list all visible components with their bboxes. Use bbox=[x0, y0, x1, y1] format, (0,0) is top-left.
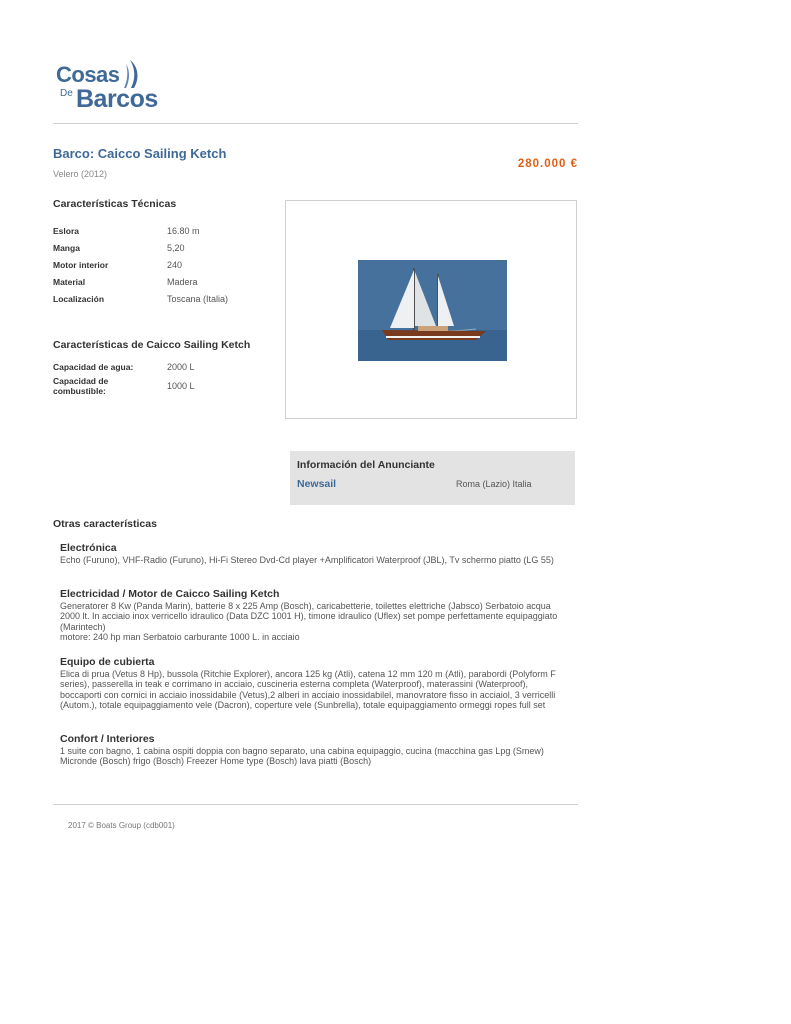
spec-value: Toscana (Italia) bbox=[167, 294, 229, 304]
spec-value: 2000 L bbox=[167, 362, 195, 372]
logo-word-de: De bbox=[60, 88, 73, 99]
spec-value: 16.80 m bbox=[167, 226, 200, 236]
listing-title: Barco: Caicco Sailing Ketch bbox=[53, 146, 227, 161]
category-text: Generatorer 8 Kw (Panda Marin), batterie 8 x 225 Amp (Bosch), caricabetterie, toilettes elettriche (Jabsco) Serbatoio acqua 2000 lt. In acciaio inox verricello idraulico (Data DZC 1001 H), timone idraulico (Uflex) set pompe perfettamente equipaggiato (Marintech) motore: 240 hp man Serbatoio carburante 1000 L. in acciaio bbox=[60, 601, 558, 642]
boat-photo[interactable] bbox=[358, 260, 507, 361]
spec-value: 1000 L bbox=[167, 381, 195, 391]
category-title: Electricidad / Motor de Caicco Sailing Ketch bbox=[60, 588, 280, 600]
header-divider bbox=[53, 123, 578, 124]
category-text: 1 suite con bagno, 1 cabina ospiti doppia con bagno separato, una cabina equipaggio, cucina (macchina gas Lpg (Smew) Micronde (Bosch) frigo (Bosch) Freezer Home type (Bosch) lava piatti (Bosch) bbox=[60, 746, 544, 767]
logo-word-barcos: Barcos bbox=[76, 85, 158, 113]
tech-heading: Características Técnicas bbox=[53, 198, 177, 210]
footer-copyright: 2017 © Boats Group (cdb001) bbox=[68, 821, 175, 830]
site-logo[interactable] bbox=[56, 58, 176, 114]
category-text: Elica di prua (Vetus 8 Hp), bussola (Ritchie Explorer), ancora 125 kg (Atli), catena 12 mm 120 m (Atli), parabordi (Polyform F series), passerella in teak e corrimano in acciaio, cuscineria esterna completa (Waterproof), materassini (Waterproof), boccaporti con cornici in acciaio inossidabile (Vetus),2 alberi in acciaio inossidabilel, manovratore fisso in acciaiol, 3 verricelli (Autom.), totale equipaggiamento vele (Dacron), coperture vele (Sunbrella), totale equipaggiamento ormeggi ropes full set bbox=[60, 669, 556, 710]
spec-value: Madera bbox=[167, 277, 198, 287]
spec-label: Material bbox=[53, 277, 86, 287]
spec-label: Manga bbox=[53, 243, 80, 253]
sailboat-image bbox=[358, 260, 507, 361]
category-title: Equipo de cubierta bbox=[60, 656, 155, 668]
spec-label: Localización bbox=[53, 294, 105, 304]
category-text: Echo (Furuno), VHF-Radio (Furuno), Hi-Fi Stereo Dvd-Cd player +Amplificatori Waterproof (JBL), Tv schermo piatto (LG 55) bbox=[60, 555, 554, 565]
spec-value: 240 bbox=[167, 260, 183, 270]
features-heading: Características de Caicco Sailing Ketch bbox=[53, 339, 251, 351]
category-title: Electrónica bbox=[60, 542, 117, 554]
spec-label: Motor interior bbox=[53, 260, 109, 270]
listing-price: 280.000 € bbox=[517, 158, 578, 170]
listing-subtitle: Velero (2012) bbox=[53, 169, 108, 179]
logo-word-cosas: Cosas bbox=[56, 62, 120, 87]
category-title: Confort / Interiores bbox=[60, 733, 155, 745]
advertiser-heading: Información del Anunciante bbox=[297, 459, 435, 471]
other-heading: Otras características bbox=[53, 518, 157, 530]
spec-value: 5,20 bbox=[167, 243, 185, 253]
spec-label: Capacidad de agua: bbox=[53, 362, 134, 372]
spec-label: Eslora bbox=[53, 226, 79, 236]
footer-divider bbox=[53, 804, 578, 805]
advertiser-name-link[interactable]: Newsail bbox=[297, 478, 337, 490]
advertiser-location: Roma (Lazio) Italia bbox=[456, 479, 532, 489]
spec-label: Capacidad de combustible: bbox=[53, 376, 109, 396]
